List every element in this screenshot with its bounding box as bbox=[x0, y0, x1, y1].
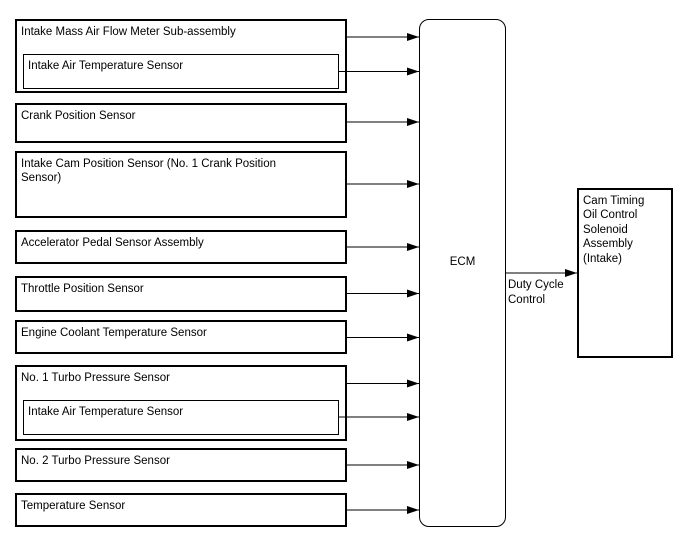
solenoid-assembly-box bbox=[577, 188, 673, 358]
solenoid-assembly-label: Cam Timing Oil Control Solenoid Assembly (Intake) bbox=[583, 194, 645, 265]
sensor-box-label: Temperature Sensor bbox=[21, 499, 126, 512]
sensor-box-no2-turbo-pressure bbox=[15, 448, 347, 482]
sensor-box-label: Engine Coolant Temperature Sensor bbox=[21, 326, 207, 339]
sensor-box-label: No. 1 Turbo Pressure Sensor bbox=[21, 371, 170, 384]
sensor-box-accelerator-pedal bbox=[15, 230, 347, 264]
sensor-box-intake-cam-position bbox=[15, 151, 347, 218]
sensor-box-temperature bbox=[15, 493, 347, 527]
sensor-box-label: No. 2 Turbo Pressure Sensor bbox=[21, 454, 170, 467]
sensor-box-intake-air-temp-1 bbox=[23, 54, 339, 89]
sensor-box-label: Intake Mass Air Flow Meter Sub-assembly bbox=[21, 25, 236, 38]
sensor-box-label: Intake Air Temperature Sensor bbox=[28, 405, 184, 418]
sensor-box-crank-position bbox=[15, 103, 347, 143]
sensor-box-label: Accelerator Pedal Sensor Assembly bbox=[21, 236, 204, 249]
ecm-box bbox=[419, 19, 506, 527]
sensor-box-engine-coolant-temp bbox=[15, 320, 347, 354]
sensor-box-label: Intake Air Temperature Sensor bbox=[28, 59, 184, 72]
ecm-label: ECM bbox=[449, 256, 476, 268]
sensor-box-label: Crank Position Sensor bbox=[21, 109, 136, 122]
sensor-box-throttle-position bbox=[15, 276, 347, 312]
sensor-box-intake-maf bbox=[15, 19, 347, 93]
sensor-box-intake-air-temp-2 bbox=[23, 400, 339, 435]
sensor-box-no1-turbo-pressure bbox=[15, 365, 347, 441]
sensor-box-label: Throttle Position Sensor bbox=[21, 282, 144, 295]
sensor-box-label: Intake Cam Position Sensor (No. 1 Crank Position Sensor) bbox=[21, 157, 277, 184]
duty-cycle-control-label: Duty Cycle Control bbox=[508, 279, 564, 306]
